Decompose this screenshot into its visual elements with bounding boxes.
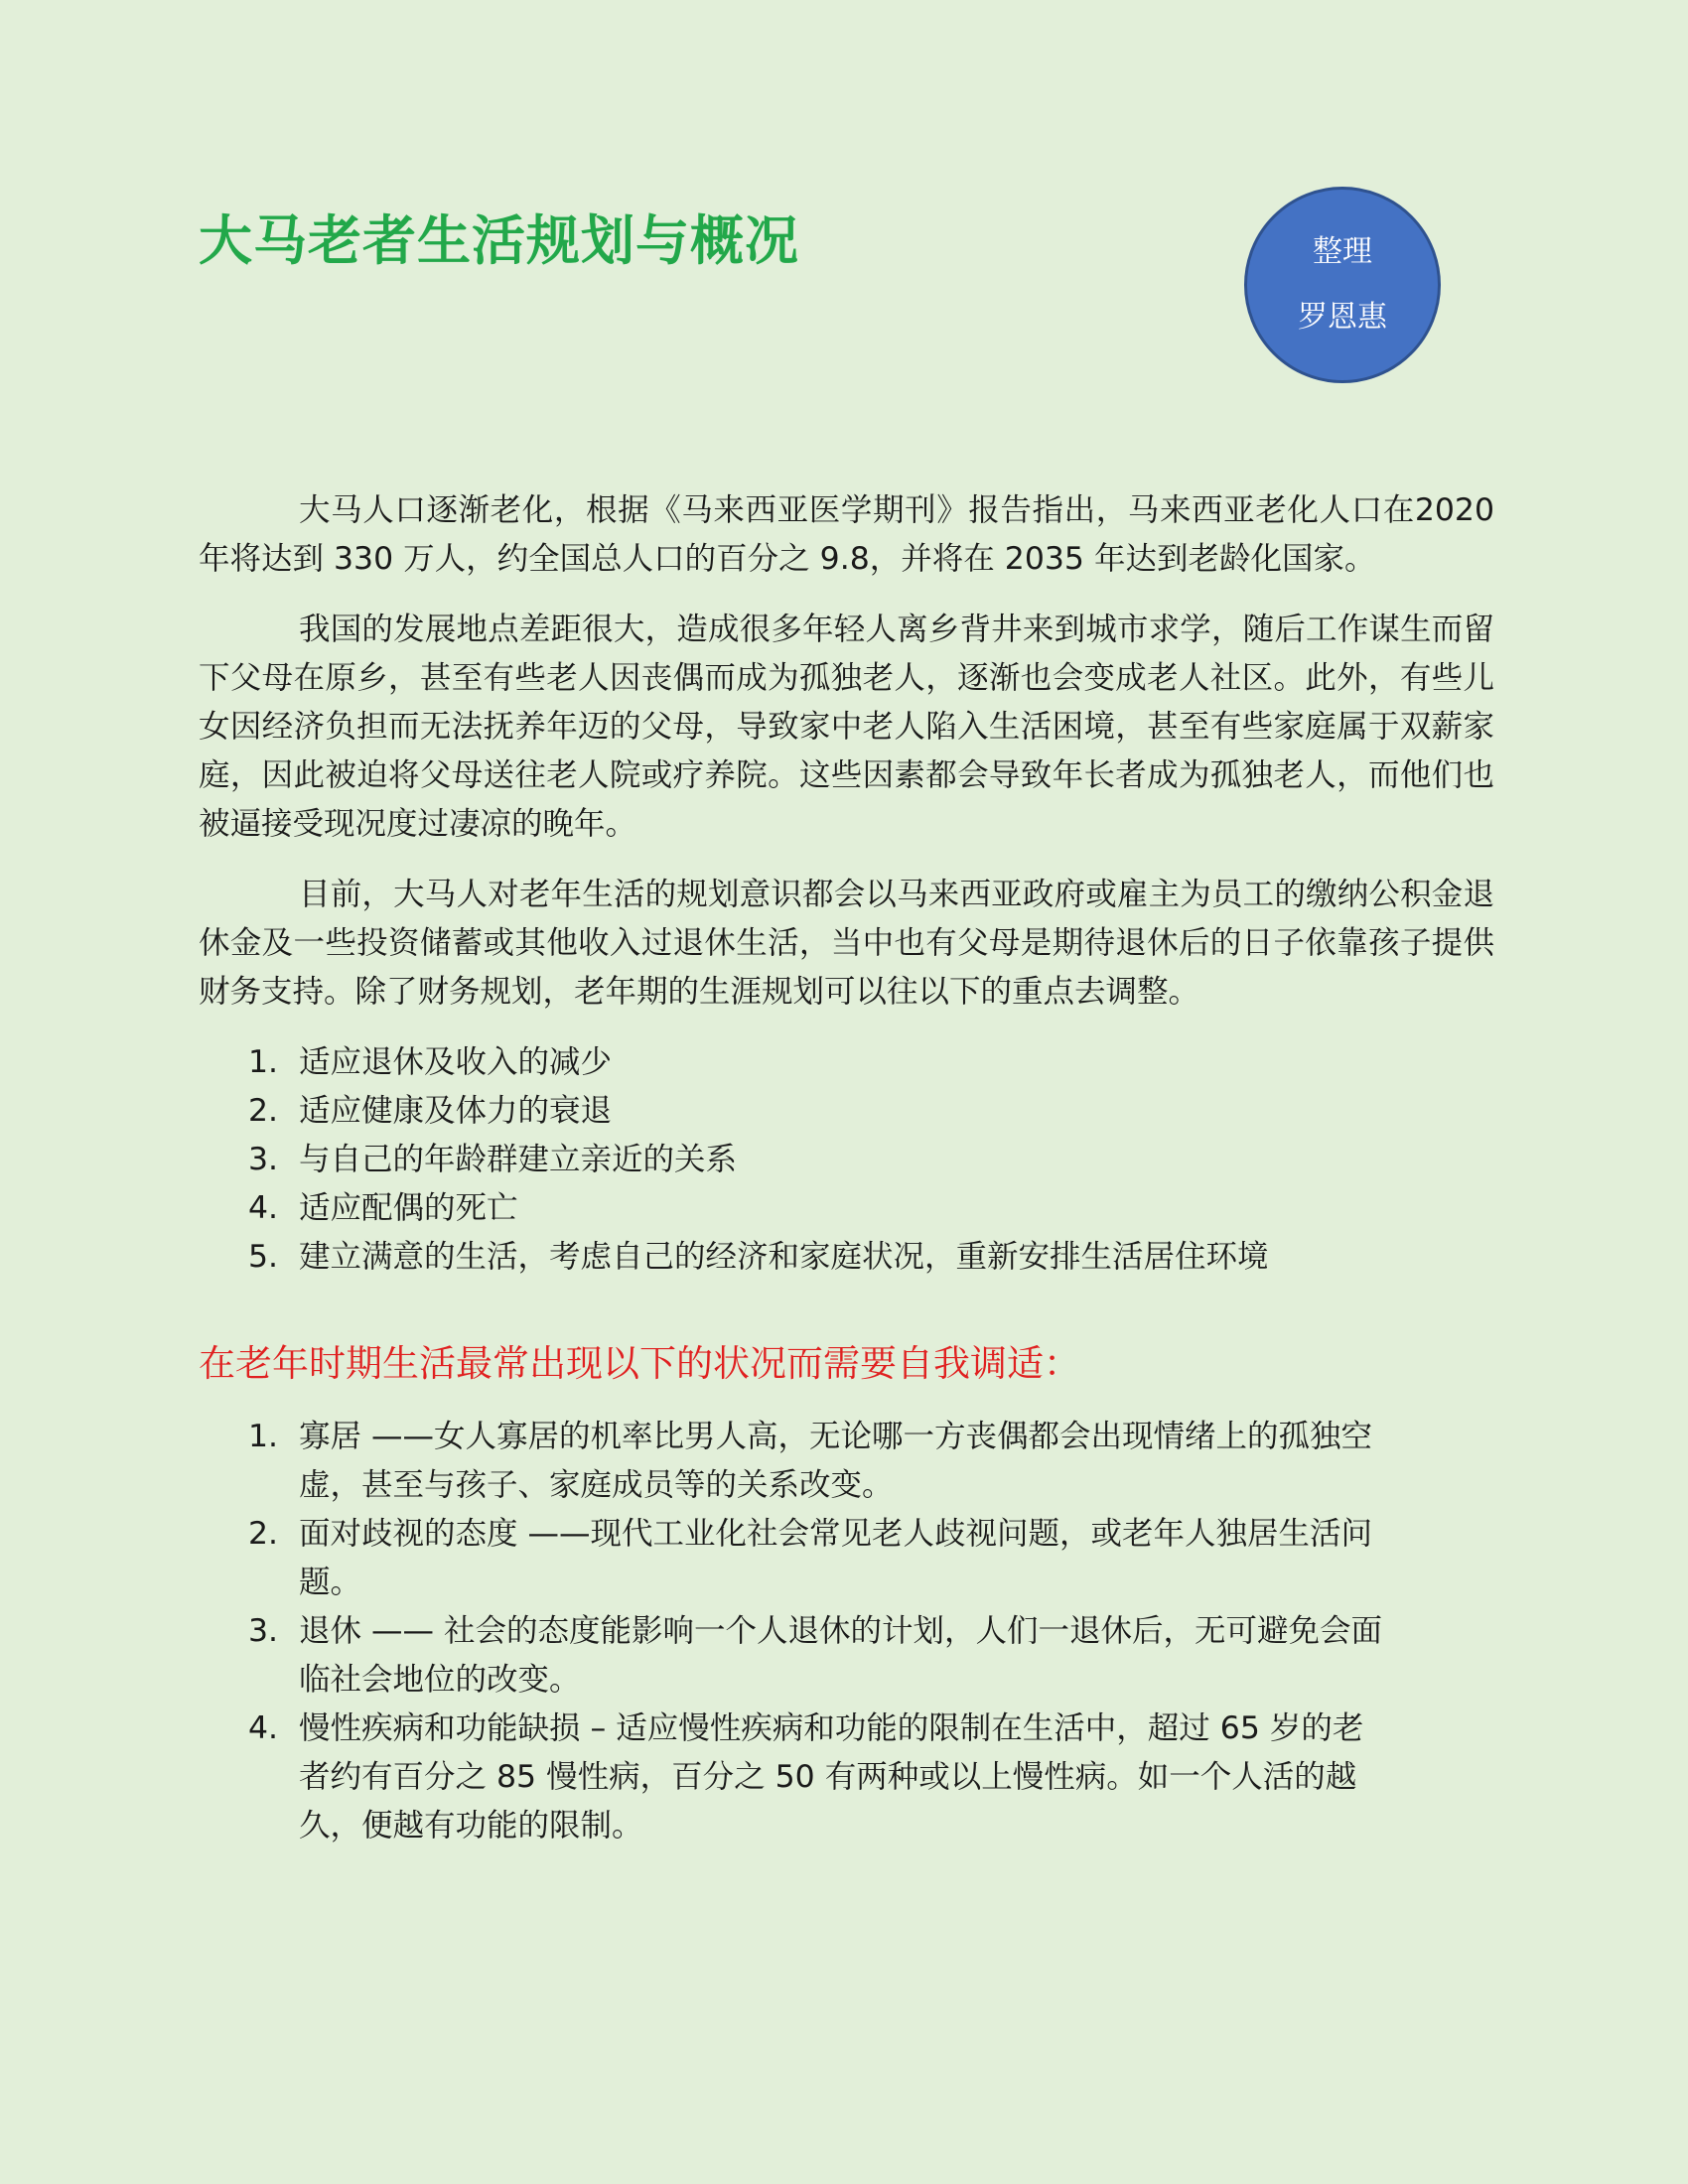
list-item: [199, 1413, 1619, 1510]
list-item: [199, 1184, 1494, 1233]
list-item-text: 退休 —— 社会的态度能影响一个人退休的计划，人们一退休后，无可避免会面临社会地位的改变。: [299, 1613, 1383, 1698]
paragraph-planning: 目前，大马人对老年生活的规划意识都会以马来西亚政府或雇主为员工的缴纳公积金退休金及一些投资储蓄或其他收入过退休生活，当中也有父母是期待退休后的日子依靠孩子提供财务支持。除了财务规划，老年期的生涯规划可以往以下的重点去调整。: [199, 877, 1494, 1010]
list-number: 5.: [248, 1239, 279, 1275]
list-number: 2.: [248, 1516, 279, 1552]
author-role: 整理: [1313, 234, 1372, 269]
paragraph-causes: 我国的发展地点差距很大，造成很多年轻人离乡背井来到城市求学，随后工作谋生而留下父母在原乡，甚至有些老人因丧偶而成为孤独老人，逐渐也会变成老人社区。此外，有些儿女因经济负担而无法抚养年迈的父母，导致家中老人陷入生活困境，甚至有些家庭属于双薪家庭，因此被迫将父母送往老人院或疗养院。这些因素都会导致年长者成为孤独老人，而他们也被逼接受现况度过凄凉的晚年。: [199, 612, 1494, 842]
list-number: 1.: [248, 1044, 279, 1080]
list-item-text: 适应健康及体力的衰退: [299, 1093, 613, 1129]
article-body: [199, 486, 1494, 1850]
list-item-text: 面对歧视的态度 ——现代工业化社会常见老人歧视问题，或老年人独居生活问题。: [299, 1516, 1373, 1600]
list-item: [199, 1607, 1619, 1705]
list-item: [199, 1136, 1494, 1184]
author-badge: [1244, 187, 1441, 383]
paragraph-intro: 大马人口逐渐老化，根据《马来西亚医学期刊》报告指出，马来西亚老化人口在2020 年将达到 330 万人，约全国总人口的百分之 9.8，并将在 2035 年达到老龄化国家。: [199, 492, 1494, 577]
adjustment-list: [199, 1413, 1494, 1850]
list-item: [199, 1510, 1619, 1607]
list-item: [199, 1233, 1494, 1282]
list-number: 1.: [248, 1419, 279, 1454]
list-item-text: 慢性疾病和功能缺损 – 适应慢性疾病和功能的限制在生活中，超过 65 岁的老者约有百分之 85 慢性病，百分之 50 有两种或以上慢性病。如一个人活的越久，便越有功能的限制。: [299, 1710, 1364, 1843]
section-heading: 在老年时期生活最常出现以下的状况而需要自我调适：: [199, 1342, 1080, 1385]
list-number: 3.: [248, 1142, 279, 1177]
planning-list: [199, 1038, 1494, 1282]
list-item: [199, 1038, 1494, 1087]
page-title: 大马老者生活规划与概况: [199, 208, 799, 272]
list-item-text: 适应退休及收入的减少: [299, 1044, 613, 1080]
list-item: [199, 1087, 1494, 1136]
author-name: 罗恩惠: [1298, 300, 1387, 335]
list-number: 4.: [248, 1190, 279, 1226]
list-item-text: 寡居 ——女人寡居的机率比男人高，无论哪一方丧偶都会出现情绪上的孤独空虚，甚至与孩子、家庭成员等的关系改变。: [299, 1419, 1373, 1503]
list-item-text: 适应配偶的死亡: [299, 1190, 518, 1226]
list-item: [199, 1705, 1619, 1850]
list-number: 2.: [248, 1093, 279, 1129]
list-number: 4.: [248, 1710, 279, 1746]
list-item-text: 建立满意的生活，考虑自己的经济和家庭状况，重新安排生活居住环境: [299, 1239, 1269, 1275]
list-number: 3.: [248, 1613, 279, 1649]
list-item-text: 与自己的年龄群建立亲近的关系: [299, 1142, 738, 1177]
